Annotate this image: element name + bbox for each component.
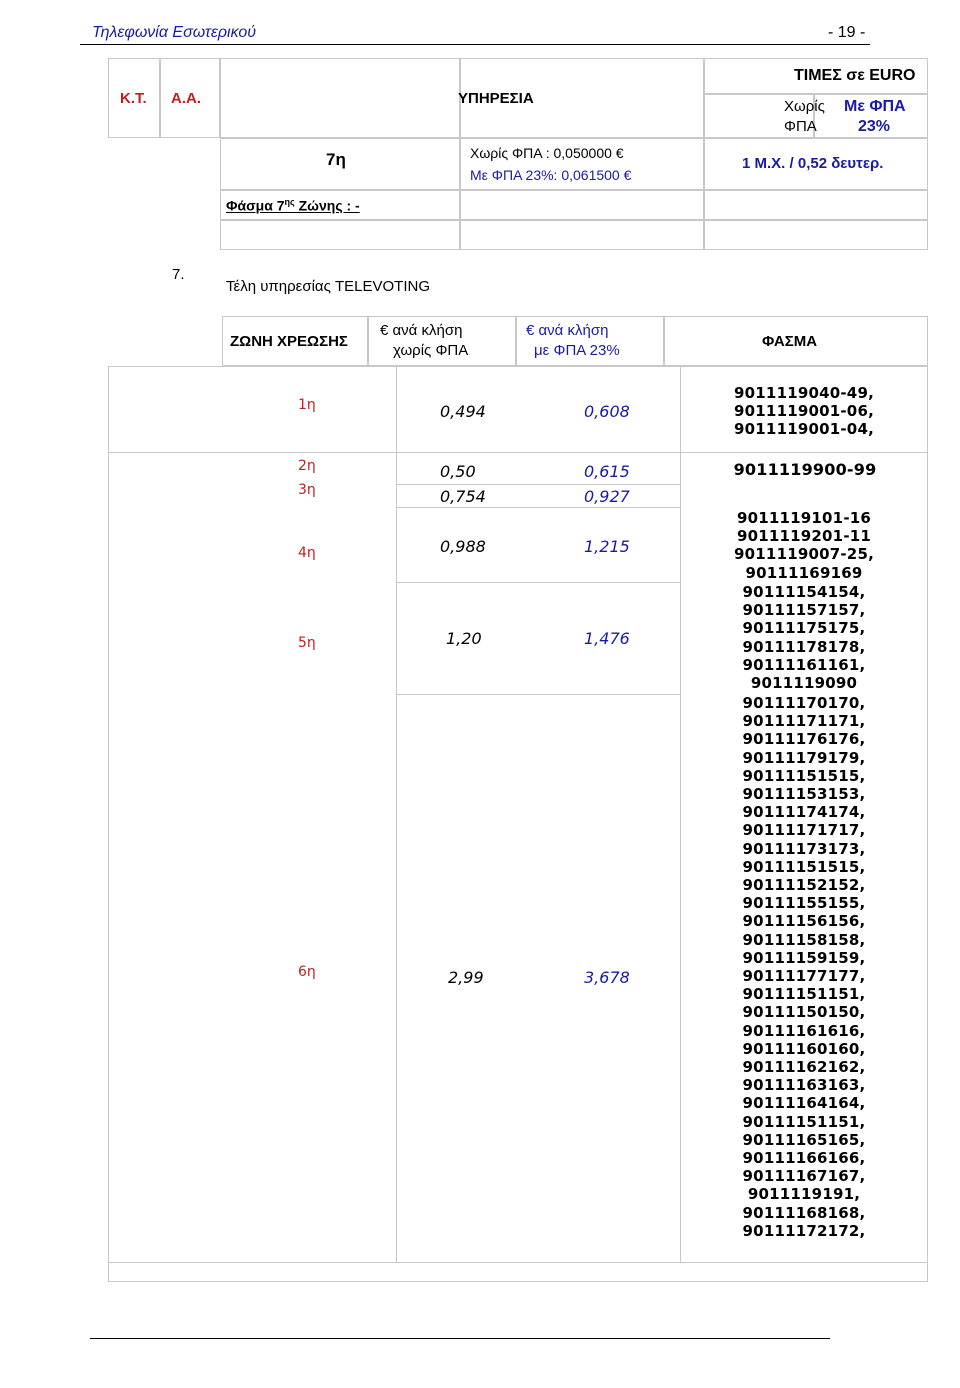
spectrum-line: 90111167167, [742, 1167, 866, 1186]
spectrum-line: 90111151151, [742, 985, 866, 1004]
spectrum-line: 90111172172, [742, 1221, 866, 1240]
price-no-vat-4: 0,988 [440, 537, 486, 556]
col-sep-1 [396, 366, 397, 1262]
vat-label-1: Με ΦΠΑ [844, 98, 906, 115]
zone-1: 1η [298, 397, 316, 413]
row-sep-3 [396, 507, 680, 508]
spectrum-line: 90111151151, [742, 1112, 866, 1131]
spectrum-line: 90111164164, [742, 1094, 866, 1113]
spectrum-2 [700, 461, 910, 479]
row-sep-1 [108, 452, 928, 453]
spectrum-line: 90111176176, [742, 730, 866, 749]
spectrum-line: 90111165165, [742, 1130, 866, 1149]
vat-header-1: € ανά κλήση [526, 322, 609, 339]
price-vat-3: 0,927 [584, 487, 630, 506]
spectrum-line: 90111161161, [742, 655, 866, 674]
spectrum-line: 90111155155, [742, 894, 866, 913]
spectrum-line: 90111170170, [742, 694, 866, 712]
section-title: Τέλη υπηρεσίας TELEVOTING [226, 278, 431, 295]
aa-label: Α.Α. [171, 90, 201, 107]
zone-2: 2η [298, 458, 316, 474]
zone-label: 7η [326, 150, 346, 169]
spectrum-line: 90111156156, [742, 912, 866, 931]
spectrum-line: 9011119191, [747, 1185, 861, 1204]
footer-divider [90, 1338, 830, 1339]
price-vat-2: 0,615 [584, 462, 630, 481]
zone-header: ΖΩΝΗ ΧΡΕΩΣΗΣ [230, 333, 348, 350]
page-number: - 19 - [828, 24, 866, 41]
zone-3: 3η [298, 482, 316, 498]
spectrum-line: 90111171717, [742, 821, 866, 840]
spectrum-line: 9011119001-06, [734, 402, 874, 421]
spectrum-6 [680, 694, 928, 1240]
spectrum-line: 90111163163, [742, 1076, 866, 1095]
spectrum-line: 90111158158, [742, 930, 866, 949]
zone-5: 5η [298, 635, 316, 651]
spectrum-line: 90111171171, [742, 712, 866, 731]
price-no-vat-3: 0,754 [440, 487, 486, 506]
price-no-vat-5: 1,20 [446, 629, 482, 648]
prices-label: ΤΙΜΕΣ σε EURO [794, 67, 916, 84]
spectrum-line: 90111169169 [745, 563, 863, 582]
spectrum-line: 9011119090 [750, 674, 858, 693]
spectrum-5 [680, 583, 928, 692]
spectrum-line: 90111150150, [742, 1003, 866, 1022]
price-no-vat-1: 0,494 [440, 402, 486, 421]
price-vat-1: 0,608 [584, 402, 630, 421]
spectrum-line: 9011119007-25, [734, 545, 874, 564]
spectrum-line: 90111179179, [742, 748, 866, 767]
spectrum-line: 90111175175, [742, 619, 866, 638]
spectrum-line: 90111153153, [742, 785, 866, 804]
empty-cell [220, 220, 460, 250]
empty-cell-3 [704, 220, 928, 250]
price-no-vat-2: 0,50 [440, 462, 476, 481]
spectrum-label: Φάσμα $7^{\eta\varsigma}$ Ζώνης : - [226, 197, 360, 214]
spectrum-line: 9011119101-16 [736, 509, 872, 527]
unit-label: 1 Μ.Χ. / 0,52 δευτερ. [742, 155, 884, 172]
price-vat-4: 1,215 [584, 537, 630, 556]
spectrum-empty-cell [460, 190, 704, 220]
no-vat-label-1: Χωρίς [784, 98, 825, 115]
no-vat-header-1: € ανά κλήση [380, 322, 463, 339]
page-header-title: Τηλεφωνία Εσωτερικού [92, 24, 257, 41]
header-divider [80, 44, 870, 45]
spectrum-line: 9011119201-11 [736, 527, 872, 546]
vat-header-2: με ΦΠΑ 23% [534, 342, 620, 359]
spectrum-line: 90111168168, [742, 1203, 866, 1222]
row-sep-4 [396, 582, 680, 583]
spectrum-line: 90111154154, [742, 583, 866, 601]
spectrum-header: ΦΑΣΜΑ [762, 333, 818, 350]
empty-cell-2 [460, 220, 704, 250]
spectrum-line: 9011119001-04, [734, 420, 874, 439]
zone-6: 6η [298, 964, 316, 980]
spectrum-line: 90111161616, [742, 1021, 866, 1040]
rate-vat: Με ΦΠΑ 23%: 0,061500 € [470, 167, 632, 183]
spectrum-1 [680, 384, 928, 439]
spectrum-line: 90111162162, [742, 1058, 866, 1077]
spectrum-line: 90111177177, [742, 967, 866, 986]
service-label: ΥΠΗΡΕΣΙΑ [458, 90, 534, 107]
spectrum-line: 90111159159, [742, 948, 866, 967]
row-sep-2 [396, 484, 680, 485]
spectrum-line: 9011119040-49, [734, 384, 874, 402]
no-vat-label-2: ΦΠΑ [784, 118, 817, 135]
rate-no-vat: Χωρίς ΦΠΑ : 0,050000 € [470, 145, 624, 161]
fees-footer-row [108, 1262, 928, 1282]
vat-label-2: 23% [858, 118, 891, 135]
kt-label: Κ.Τ. [120, 90, 147, 107]
spectrum-line: 90111174174, [742, 803, 866, 822]
service-header-cell [220, 58, 460, 138]
spectrum-line: 90111151515, [742, 857, 866, 876]
spectrum-empty-cell-2 [704, 190, 928, 220]
spectrum-line: 90111152152, [742, 876, 866, 895]
spectrum-line: 90111166166, [742, 1149, 866, 1168]
section-number: 7. [172, 266, 185, 283]
spectrum-line: 9011119900-99 [733, 460, 877, 479]
spectrum-line: 90111157157, [742, 601, 866, 620]
spectrum-4 [680, 509, 928, 582]
spectrum-line: 90111151515, [742, 766, 866, 785]
row-sep-5 [396, 694, 680, 695]
spectrum-line: 90111160160, [742, 1039, 866, 1058]
zone-4: 4η [298, 545, 316, 561]
no-vat-header-2: χωρίς ΦΠΑ [393, 342, 469, 359]
price-no-vat-6: 2,99 [448, 968, 484, 987]
spectrum-line: 90111178178, [742, 637, 866, 656]
price-vat-6: 3,678 [584, 968, 630, 987]
spectrum-line: 90111173173, [742, 839, 866, 858]
price-vat-5: 1,476 [584, 629, 630, 648]
